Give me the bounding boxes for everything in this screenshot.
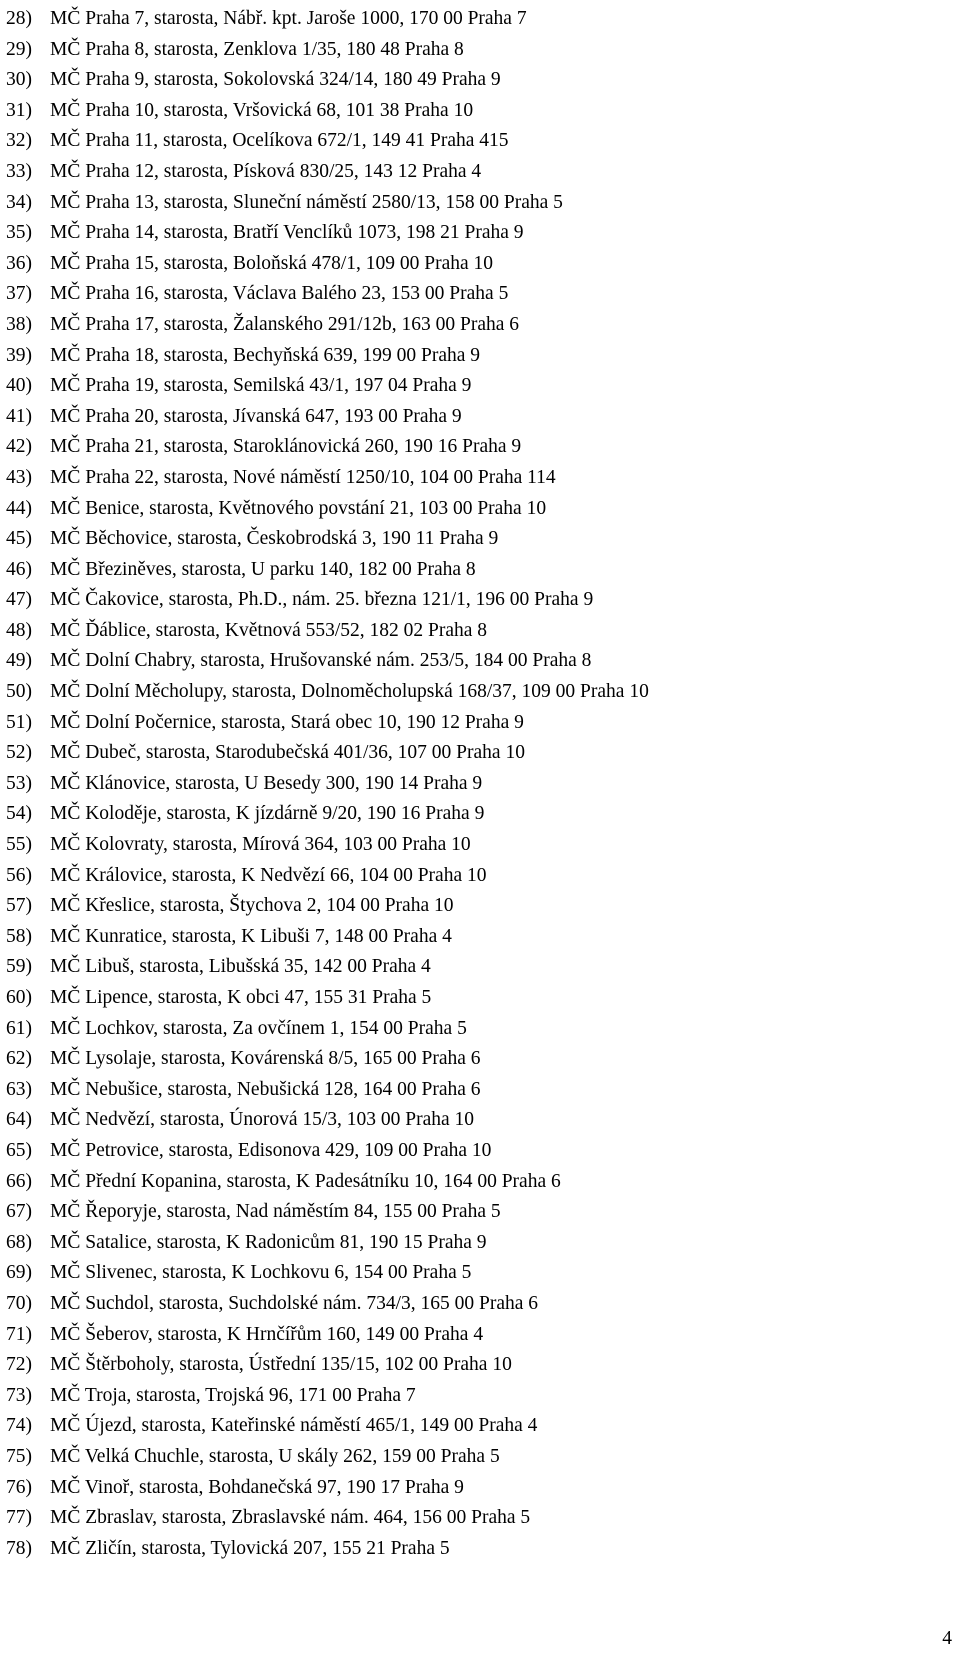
- list-item-text: MČ Praha 8, starosta, Zenklova 1/35, 180 48 Praha 8: [50, 38, 464, 60]
- list-item: [6, 218, 649, 249]
- list-item-number: 49): [6, 650, 32, 672]
- list-item: [6, 1197, 649, 1228]
- list-item: [6, 738, 649, 769]
- list-item-number: 30): [6, 69, 32, 91]
- list-item: [6, 157, 649, 188]
- list-item: [6, 1442, 649, 1473]
- list-item-number: 76): [6, 1476, 32, 1498]
- list-item: [6, 1014, 649, 1045]
- list-item: [6, 4, 649, 35]
- list-item-number: 39): [6, 344, 32, 366]
- list-item: [6, 952, 649, 983]
- list-item-text: MČ Praha 12, starosta, Písková 830/25, 143 12 Praha 4: [50, 160, 482, 182]
- list-item-number: 57): [6, 895, 32, 917]
- list-item-text: MČ Praha 20, starosta, Jívanská 647, 193 00 Praha 9: [50, 405, 462, 427]
- list-item: [6, 1075, 649, 1106]
- list-item: [6, 65, 649, 96]
- list-item: [6, 35, 649, 66]
- list-item-number: 75): [6, 1445, 32, 1467]
- list-item-text: MČ Slivenec, starosta, K Lochkovu 6, 154 00 Praha 5: [50, 1262, 472, 1284]
- list-item-number: 34): [6, 191, 32, 213]
- list-item: [6, 1136, 649, 1167]
- list-item-text: MČ Klánovice, starosta, U Besedy 300, 190 14 Praha 9: [50, 772, 483, 794]
- list-item: [6, 371, 649, 402]
- list-item-text: MČ Lysolaje, starosta, Kovárenská 8/5, 165 00 Praha 6: [50, 1048, 481, 1070]
- list-item-number: 68): [6, 1231, 32, 1253]
- list-item-text: MČ Nebušice, starosta, Nebušická 128, 164 00 Praha 6: [50, 1078, 481, 1100]
- list-item: [6, 249, 649, 280]
- list-item-number: 69): [6, 1262, 32, 1284]
- list-item-number: 42): [6, 436, 32, 458]
- list-item-text: MČ Řeporyje, starosta, Nad náměstím 84, 155 00 Praha 5: [50, 1201, 501, 1223]
- list-item-number: 61): [6, 1017, 32, 1039]
- list-item-text: MČ Dolní Chabry, starosta, Hrušovanské nám. 253/5, 184 00 Praha 8: [50, 650, 592, 672]
- list-item: [6, 677, 649, 708]
- list-item-number: 32): [6, 130, 32, 152]
- list-item-text: MČ Praha 10, starosta, Vršovická 68, 101 38 Praha 10: [50, 99, 474, 121]
- list-item-number: 50): [6, 681, 32, 703]
- list-item-number: 48): [6, 619, 32, 641]
- list-item-number: 37): [6, 283, 32, 305]
- list-item: [6, 432, 649, 463]
- list-item: [6, 341, 649, 372]
- list-item: [6, 1411, 649, 1442]
- list-item: [6, 769, 649, 800]
- list-item-number: 58): [6, 925, 32, 947]
- list-item: [6, 1258, 649, 1289]
- list-item-text: MČ Praha 17, starosta, Žalanského 291/12b, 163 00 Praha 6: [50, 313, 520, 335]
- list-item-text: MČ Lipence, starosta, K obci 47, 155 31 Praha 5: [50, 987, 432, 1008]
- list-item-number: 35): [6, 222, 32, 244]
- list-item-text: MČ Petrovice, starosta, Edisonova 429, 109 00 Praha 10: [50, 1139, 492, 1161]
- list-item-text: MČ Praha 22, starosta, Nové náměstí 1250/10, 104 00 Praha 114: [50, 466, 556, 488]
- list-item-number: 43): [6, 466, 32, 488]
- list-item: [6, 1350, 649, 1381]
- list-item-number: 38): [6, 313, 32, 335]
- list-item: [6, 1320, 649, 1351]
- list-item-text: MČ Křeslice, starosta, Štychova 2, 104 00 Praha 10: [50, 895, 454, 917]
- list-item-text: MČ Benice, starosta, Květnového povstání 21, 103 00 Praha 10: [50, 497, 547, 519]
- list-item-text: MČ Čakovice, starosta, Ph.D., nám. 25. března 121/1, 196 00 Praha 9: [50, 589, 594, 611]
- list-item-text: MČ Praha 11, starosta, Ocelíkova 672/1, 149 41 Praha 415: [50, 130, 509, 152]
- list-item: [6, 1105, 649, 1136]
- list-item: [6, 1473, 649, 1504]
- list-item: [6, 1044, 649, 1075]
- list-item-number: 77): [6, 1507, 32, 1529]
- list-item-text: MČ Přední Kopanina, starosta, K Padesátníku 10, 164 00 Praha 6: [50, 1170, 561, 1192]
- list-item: [6, 861, 649, 892]
- list-item-number: 45): [6, 528, 32, 550]
- list-item-text: MČ Praha 9, starosta, Sokolovská 324/14, 180 49 Praha 9: [50, 69, 501, 91]
- list-item-text: MČ Královice, starosta, K Nedvězí 66, 104 00 Praha 10: [50, 864, 487, 886]
- list-item-text: MČ Praha 18, starosta, Bechyňská 639, 199 00 Praha 9: [50, 344, 481, 366]
- list-item-text: MČ Dolní Měcholupy, starosta, Dolnoměcholupská 168/37, 109 00 Praha 10: [50, 681, 649, 703]
- list-item-text: MČ Praha 16, starosta, Václava Balého 23, 153 00 Praha 5: [50, 283, 509, 305]
- list-item-number: 66): [6, 1170, 32, 1192]
- list-item: [6, 463, 649, 494]
- list-item-number: 51): [6, 711, 32, 733]
- list-item-text: MČ Šeberov, starosta, K Hrnčířům 160, 149 00 Praha 4: [50, 1323, 484, 1345]
- list-item-number: 60): [6, 987, 32, 1008]
- list-item-number: 63): [6, 1078, 32, 1100]
- list-item-number: 44): [6, 497, 32, 519]
- page-number: 4: [942, 1628, 952, 1649]
- list-item-number: 54): [6, 803, 32, 825]
- list-item-text: MČ Újezd, starosta, Kateřinské náměstí 465/1, 149 00 Praha 4: [50, 1415, 538, 1437]
- list-item: [6, 983, 649, 1014]
- list-item-number: 59): [6, 956, 32, 978]
- list-item-text: MČ Praha 15, starosta, Boloňská 478/1, 109 00 Praha 10: [50, 252, 494, 274]
- list-item-number: 29): [6, 38, 32, 60]
- list-item: [6, 799, 649, 830]
- list-item-text: MČ Praha 13, starosta, Sluneční náměstí 2580/13, 158 00 Praha 5: [50, 191, 563, 213]
- list-item-number: 67): [6, 1201, 32, 1223]
- list-item: [6, 279, 649, 310]
- list-item: [6, 524, 649, 555]
- list-item-text: MČ Praha 21, starosta, Staroklánovická 260, 190 16 Praha 9: [50, 436, 522, 458]
- list-item-number: 40): [6, 375, 32, 397]
- list-item-number: 74): [6, 1415, 32, 1437]
- list-item: [6, 1228, 649, 1259]
- list-item-number: 64): [6, 1109, 32, 1131]
- list-item: [6, 585, 649, 616]
- list-item: [6, 891, 649, 922]
- list-item: [6, 494, 649, 525]
- list-item-number: 78): [6, 1537, 32, 1559]
- list-item-text: MČ Zbraslav, starosta, Zbraslavské nám. 464, 156 00 Praha 5: [50, 1507, 531, 1529]
- list-item-number: 33): [6, 160, 32, 182]
- list-item-number: 53): [6, 772, 32, 794]
- list-item: [6, 830, 649, 861]
- list-item-text: MČ Vinoř, starosta, Bohdanečská 97, 190 17 Praha 9: [50, 1476, 464, 1498]
- list-item-number: 36): [6, 252, 32, 274]
- list-item-number: 71): [6, 1323, 32, 1345]
- list-item-text: MČ Kolovraty, starosta, Mírová 364, 103 00 Praha 10: [50, 834, 471, 856]
- list-item-text: MČ Nedvězí, starosta, Únorová 15/3, 103 00 Praha 10: [50, 1109, 475, 1131]
- list-item-text: MČ Velká Chuchle, starosta, U skály 262, 159 00 Praha 5: [50, 1445, 500, 1467]
- list-item-text: MČ Satalice, starosta, K Radonicům 81, 190 15 Praha 9: [50, 1231, 487, 1253]
- list-item: [6, 708, 649, 739]
- list-item-number: 52): [6, 742, 32, 764]
- list-item-text: MČ Troja, starosta, Trojská 96, 171 00 Praha 7: [50, 1384, 416, 1406]
- list-item: [6, 1167, 649, 1198]
- list-item-text: MČ Dubeč, starosta, Starodubečská 401/36, 107 00 Praha 10: [50, 742, 525, 764]
- list-item-number: 73): [6, 1384, 32, 1406]
- list-item-number: 41): [6, 405, 32, 427]
- list-item-text: MČ Lochkov, starosta, Za ovčínem 1, 154 00 Praha 5: [50, 1017, 467, 1039]
- list-item-number: 31): [6, 99, 32, 121]
- list-item-number: 70): [6, 1292, 32, 1314]
- list-item-text: MČ Praha 14, starosta, Bratří Venclíků 1073, 198 21 Praha 9: [50, 222, 524, 244]
- list-item-text: MČ Zličín, starosta, Tylovická 207, 155 21 Praha 5: [50, 1537, 450, 1559]
- list-item: [6, 1503, 649, 1534]
- list-item-text: MČ Koloděje, starosta, K jízdárně 9/20, 190 16 Praha 9: [50, 803, 485, 825]
- list-item-text: MČ Dolní Počernice, starosta, Stará obec 10, 190 12 Praha 9: [50, 711, 524, 733]
- list-item: [6, 1381, 649, 1412]
- list-item: [6, 1534, 649, 1565]
- list-item-number: 56): [6, 864, 32, 886]
- list-item-number: 55): [6, 834, 32, 856]
- list-item: [6, 126, 649, 157]
- list-item-number: 65): [6, 1139, 32, 1161]
- list-item-text: MČ Kunratice, starosta, K Libuši 7, 148 00 Praha 4: [50, 925, 452, 947]
- list-item: [6, 646, 649, 677]
- list-item: [6, 616, 649, 647]
- list-item-text: MČ Libuš, starosta, Libušská 35, 142 00 Praha 4: [50, 956, 431, 978]
- list-item-number: 62): [6, 1048, 32, 1070]
- list-item-text: MČ Praha 7, starosta, Nábř. kpt. Jaroše 1000, 170 00 Praha 7: [50, 8, 527, 29]
- list-item-text: MČ Suchdol, starosta, Suchdolské nám. 734/3, 165 00 Praha 6: [50, 1292, 539, 1314]
- list-item-number: 28): [6, 8, 32, 29]
- list-item-text: MČ Březiněves, starosta, U parku 140, 182 00 Praha 8: [50, 558, 476, 580]
- list-item: [6, 96, 649, 127]
- list-item-text: MČ Praha 19, starosta, Semilská 43/1, 197 04 Praha 9: [50, 375, 472, 397]
- list-item: [6, 402, 649, 433]
- list-item-text: MČ Běchovice, starosta, Českobrodská 3, 190 11 Praha 9: [50, 528, 499, 550]
- list-item: [6, 188, 649, 219]
- list-item-number: 46): [6, 558, 32, 580]
- list-item: [6, 555, 649, 586]
- list-item-text: MČ Štěrboholy, starosta, Ústřední 135/15, 102 00 Praha 10: [50, 1354, 512, 1376]
- list-item-number: 47): [6, 589, 32, 611]
- list-item: [6, 1289, 649, 1320]
- list-item: [6, 922, 649, 953]
- list-item: [6, 310, 649, 341]
- list-item-number: 72): [6, 1354, 32, 1376]
- list-item-text: MČ Ďáblice, starosta, Květnová 553/52, 182 02 Praha 8: [50, 619, 488, 641]
- address-list: [6, 4, 649, 1564]
